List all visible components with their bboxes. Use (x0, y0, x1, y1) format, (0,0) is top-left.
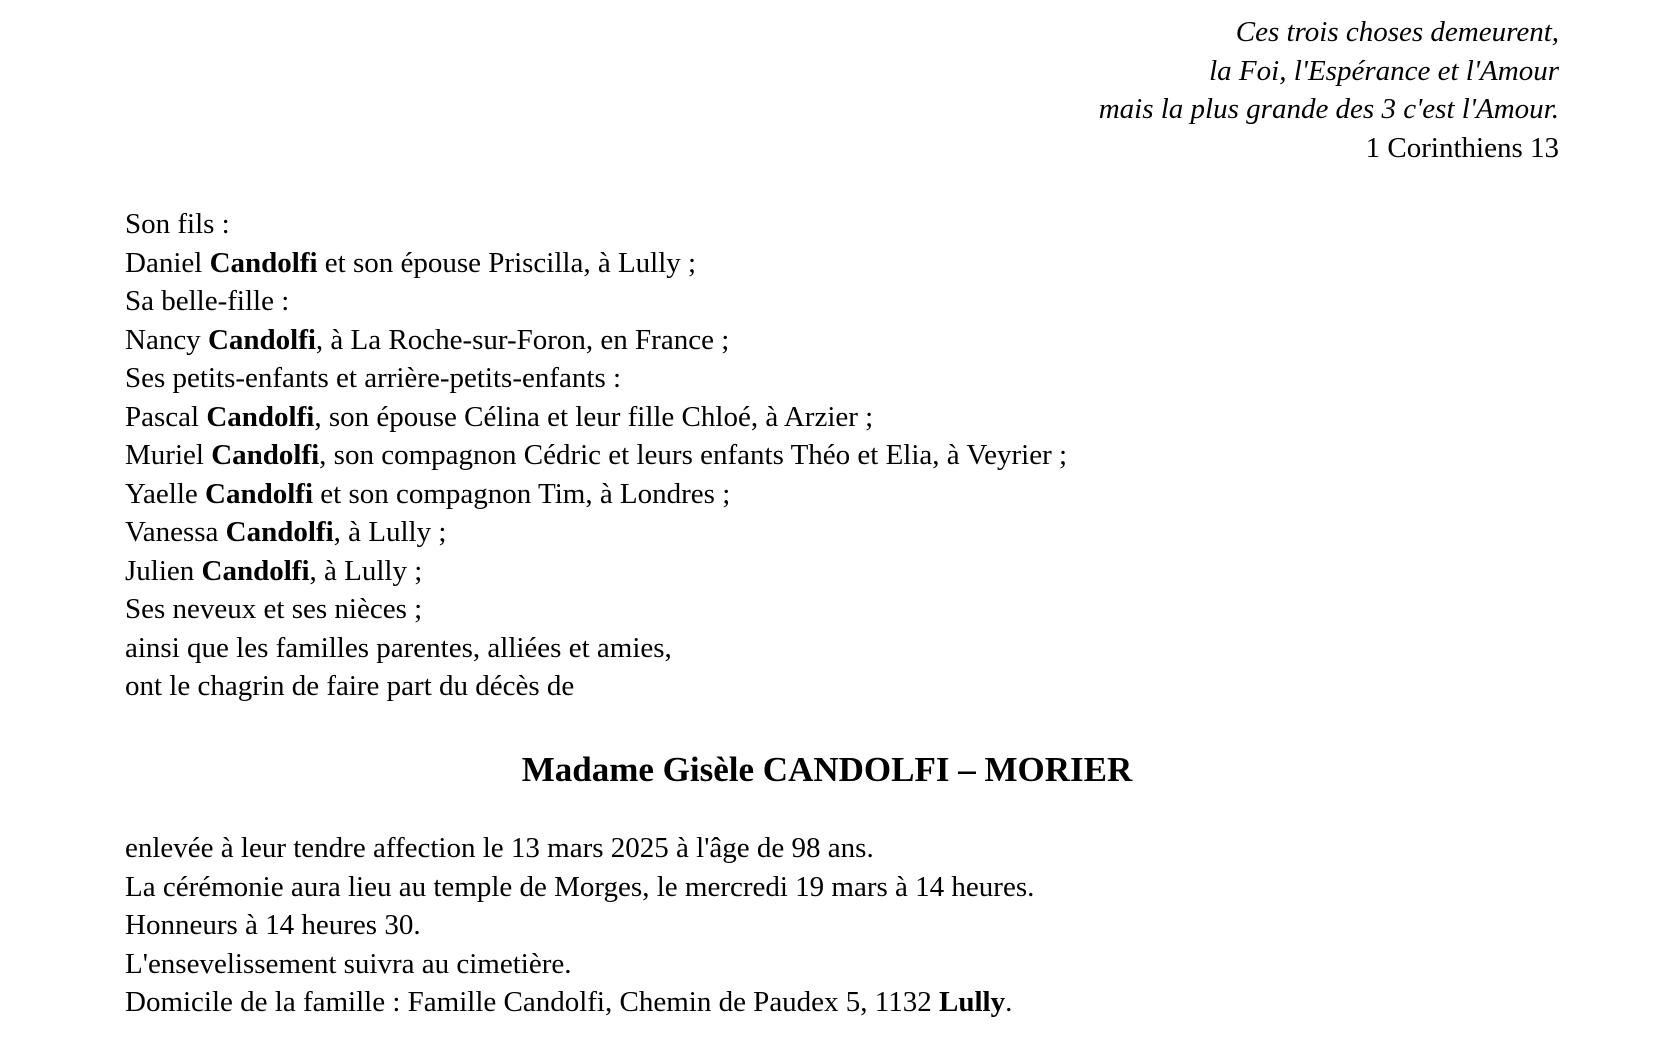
honours-line: Honneurs à 14 heures 30. (125, 909, 421, 941)
surname: Candolfi (207, 323, 316, 356)
entry-details: et son épouse Priscilla, à Lully ; (317, 246, 697, 279)
families-line: ainsi que les familles parentes, alliées et amies, (125, 631, 672, 664)
domicile-address: Domicile de la famille : Famille Candolfi, Chemin de Paudex 5, 1132 (125, 986, 939, 1018)
daughter-in-law-heading: Sa belle-fille : (125, 285, 290, 317)
deceased-name: Madame Gisèle CANDOLFI – MORIER (521, 750, 1133, 789)
grandchild-entry (125, 436, 1067, 475)
epigraph-line: Ces trois choses demeurent, (1235, 16, 1559, 48)
burial-line: L'ensevelissement suivra au cimetière. (125, 947, 572, 980)
grandchild-entry (125, 513, 1067, 552)
surname: Candolfi (225, 516, 334, 548)
death-line: enlevée à leur tendre affection le 13 mars 2025 à l'âge de 98 ans. (125, 832, 874, 864)
first-name: Nancy (125, 323, 208, 356)
grandchild-entry (125, 552, 1067, 591)
funeral-details (125, 829, 1034, 1022)
surname: Candolfi (201, 554, 310, 587)
entry-details: et son compagnon Tim, à Londres ; (313, 477, 731, 510)
first-name: Daniel (125, 246, 210, 279)
ceremony-line: La cérémonie aura lieu au temple de Morges, le mercredi 19 mars à 14 heures. (125, 870, 1035, 903)
entry-details: , son épouse Célina et leur fille Chloé, à Arzier ; (314, 400, 874, 433)
grandchild-entry (125, 475, 1067, 514)
domicile-line (125, 983, 1034, 1022)
grandchild-entry (125, 398, 1067, 437)
entry-details: , à Lully ; (309, 554, 423, 587)
entry-details: , son compagnon Cédric et leurs enfants Théo et Elia, à Veyrier ; (319, 439, 1068, 471)
surname: Candolfi (205, 477, 314, 510)
domicile-punctuation: . (1005, 986, 1013, 1018)
family-list (125, 205, 1067, 706)
nephews-line: Ses neveux et ses nièces ; (125, 593, 423, 625)
son-heading: Son fils : (125, 208, 230, 240)
first-name: Muriel (125, 439, 212, 471)
announcement-line: ont le chagrin de faire part du décès de (125, 670, 575, 702)
epigraph-line: mais la plus grande des 3 c'est l'Amour. (1098, 93, 1559, 125)
entry-details: , à Lully ; (333, 516, 447, 548)
first-name: Yaelle (125, 477, 206, 510)
daughter-in-law-entry (125, 321, 1067, 360)
surname: Candolfi (209, 246, 318, 279)
domicile-town: Lully (938, 986, 1006, 1018)
first-name: Julien (125, 554, 202, 587)
surname: Candolfi (206, 400, 315, 433)
bible-epigraph (1099, 13, 1559, 167)
entry-details: , à La Roche-sur-Foron, en France ; (315, 323, 730, 356)
surname: Candolfi (211, 439, 320, 471)
grandchildren-heading: Ses petits-enfants et arrière-petits-enfants : (125, 362, 622, 394)
epigraph-reference: 1 Corinthiens 13 (1365, 131, 1559, 164)
son-entry (125, 244, 1067, 283)
first-name: Vanessa (125, 516, 226, 548)
epigraph-line: la Foi, l'Espérance et l'Amour (1209, 54, 1559, 87)
first-name: Pascal (125, 400, 207, 433)
